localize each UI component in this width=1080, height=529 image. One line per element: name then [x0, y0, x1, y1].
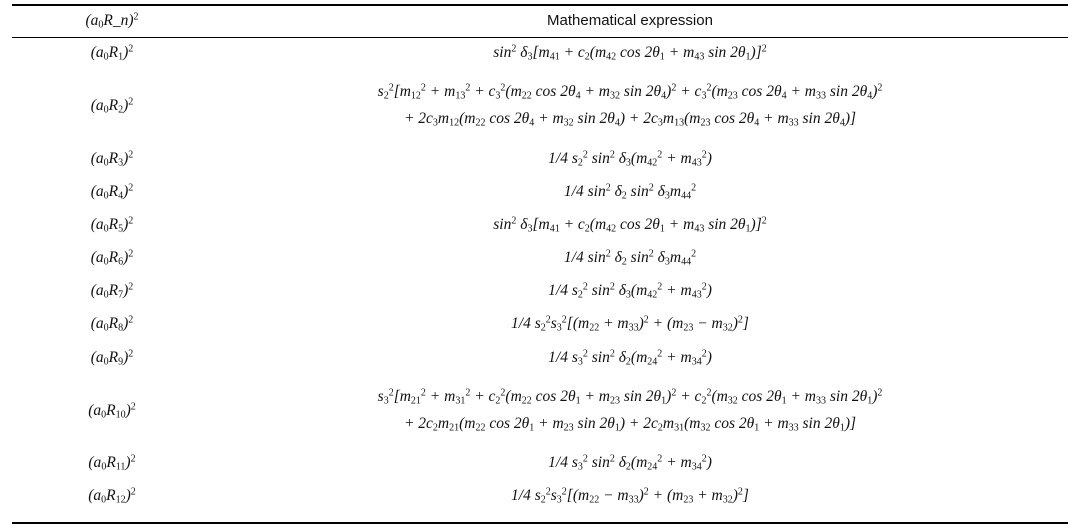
expression-line: 1/4 $s_2^2s_3^2[(m_{22} - m_{33})^2 + (m_{23} + m_{32})^2]$ — [511, 486, 749, 506]
row-label: $(a_0R_{10})^2$ — [88, 401, 136, 420]
expression-line: 1/4 $s_2^2$ $\sin^2 \delta_3(m_{42}^2 + m_{43}^2)$ — [548, 149, 712, 169]
row-label: $(a_0R_{12})^2$ — [88, 486, 136, 506]
row-label: $(a_0R_{11})^2$ — [88, 453, 136, 473]
expression-line: 1/4 $s_2^2$ $\sin^2 \delta_3(m_{42}^2 + m_{43}^2)$ — [548, 281, 712, 301]
expression-line: $s_3^2[m_{21}^2 + m_{31}^2 + c_2^2(m_{22}$ $\cos 2\theta_1 + m_{23}$ $\sin 2\theta_1)^2 + c_2^2(m_{32}$ $\cos 2\theta_1 + m_{33}$ $\sin 2\theta_1)^2$ — [377, 387, 883, 407]
table-bottom-rule — [12, 522, 1068, 524]
row-label: $(a_0R_4)^2$ — [90, 182, 134, 202]
row-expression — [202, 216, 1058, 234]
row-expression — [202, 349, 1058, 367]
row-expression — [202, 83, 1058, 128]
expression-line: + $2c_2m_{21}(m_{22}$ $\cos 2\theta_1 + m_{23}$ $\sin 2\theta_1) + 2c_2m_{31}(m_{32}$ $\cos 2\theta_1 + m_{33}$ $\sin 2\theta_1$)] — [403, 415, 857, 434]
row-expression — [202, 150, 1058, 168]
expression-line: $\sin^2 \delta_3[m_{41} + c_2(m_{42}$ $\cos 2\theta_1 + m_{43}$ $\sin 2\theta_1)]^2$ — [493, 215, 767, 235]
row-expression — [202, 388, 1058, 433]
row-label: $(a_0R_9)^2$ — [90, 348, 134, 368]
row-label: $(a_0R_2)^2$ — [90, 96, 134, 115]
expression-line: + $2c_3m_{12}(m_{22}$ $\cos 2\theta_4 + m_{32}$ $\sin 2\theta_4) + 2c_3m_{13}(m_{23}$ $\cos 2\theta_4 + m_{33}$ $\sin 2\theta_4$)] — [403, 110, 857, 129]
row-label: $(a_0R_6)^2$ — [90, 248, 134, 268]
row-expression — [202, 282, 1058, 300]
row-label: $(a_0R_3)^2$ — [90, 149, 134, 169]
expression-line: 1/4 $\sin^2 \delta_2$ $\sin^2 \delta_3m_{44}^2$ — [563, 248, 697, 268]
row-expression — [202, 315, 1058, 333]
table-header-rule — [12, 37, 1068, 38]
row-expression — [202, 44, 1058, 62]
expression-line: 1/4 $\sin^2 \delta_2$ $\sin^2 \delta_3m_{44}^2$ — [563, 182, 697, 202]
row-expression — [202, 183, 1058, 201]
row-label: $(a_0R_1)^2$ — [90, 43, 134, 63]
table-top-rule — [12, 4, 1068, 6]
row-expression — [202, 454, 1058, 472]
row-label: $(a_0R_8)^2$ — [90, 314, 134, 334]
row-label: $(a_0R_5)^2$ — [90, 215, 134, 235]
row-expression — [202, 249, 1058, 267]
expression-line: 1/4 $s_3^2$ $\sin^2 \delta_2(m_{24}^2 + m_{34}^2)$ — [548, 348, 712, 368]
expression-line: $s_2^2[m_{12}^2 + m_{13}^2 + c_3^2(m_{22}$ $\cos 2\theta_4 + m_{32}$ $\sin 2\theta_4)^2 + c_3^2(m_{23}$ $\cos 2\theta_4 + m_{33}$ $\sin 2\theta_4)^2$ — [377, 82, 883, 102]
row-expression — [202, 487, 1058, 505]
expression-line: $\sin^2 \delta_3[m_{41} + c_2(m_{42}$ $\cos 2\theta_1 + m_{43}$ $\sin 2\theta_1)]^2$ — [493, 43, 767, 63]
expression-line: 1/4 $s_3^2$ $\sin^2 \delta_2(m_{24}^2 + m_{34}^2)$ — [548, 453, 712, 473]
header-left: $(a_0R\_n)^2$ — [85, 11, 139, 31]
expression-line: 1/4 $s_2^2s_3^2[(m_{22} + m_{33})^2 + (m_{23} - m_{32})^2]$ — [511, 314, 749, 334]
row-label: $(a_0R_7)^2$ — [90, 281, 134, 301]
header-right: Mathematical expression — [547, 12, 713, 29]
